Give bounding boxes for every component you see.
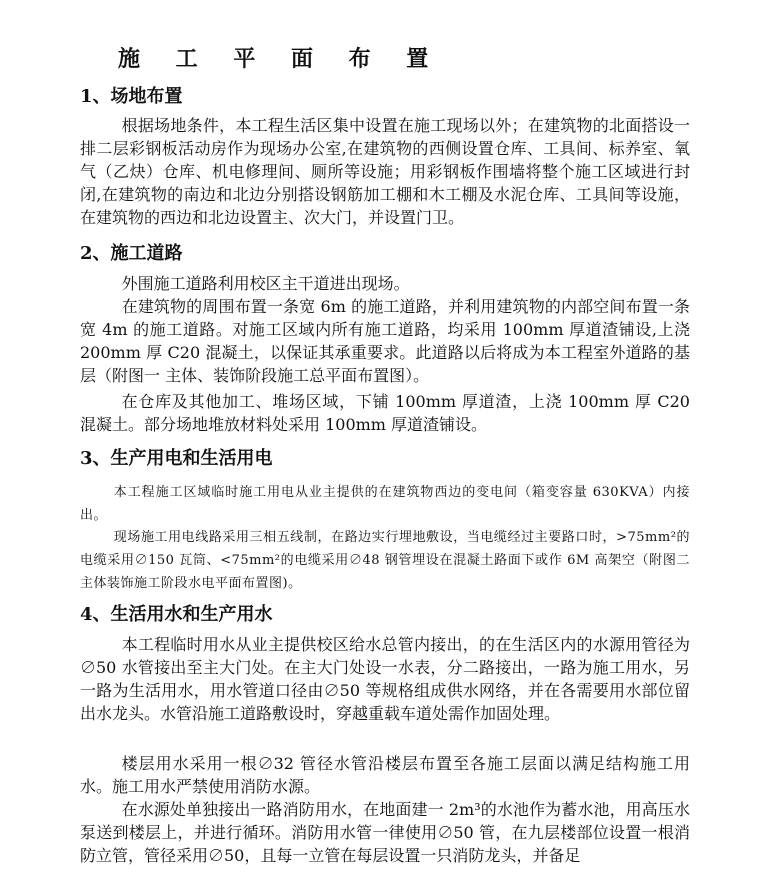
paragraph: 楼层用水采用一根∅32 管径水管沿楼层布置至各施工层面以满足结构施工用水。施工用水严禁使用消防水源。 [80, 754, 690, 796]
paragraph: 在水源处单独接出一路消防用水，在地面建一 2m³的水池作为蓄水池，用高压水泵送到楼层上，并进行循环。消防用水管一律使用∅50 管，在九层楼部位设置一根消防立管，管径采用∅50，且每一立管在每层设置一只消防龙头，并备足 [80, 800, 690, 865]
page-title: 施 工 平 面 布 置 [118, 46, 443, 72]
section-heading-site-layout: 1、场地布置 [80, 86, 183, 107]
paragraph: 本工程临时用水从业主提供校区给水总管内接出，的在生活区内的水源用管径为∅50 水管接出至主大门处。在主大门处设一水表，分二路接出，一路为施工用水，另一路为生活用水，用水管道口径由∅50 等规格组成供水网络，并在各需要用水部位留出水龙头。水管沿施工道路敷设时，穿越重载车道处需作加固处理。 [80, 635, 690, 723]
paragraph: 根据场地条件，本工程生活区集中设置在施工现场以外；在建筑物的北面搭设一排二层彩钢板活动房作为现场办公室,在建筑物的西侧设置仓库、工具间、标养室、氧气（乙炔）仓库、机电修理间、厕所等设施；用彩钢板作围墙将整个施工区域进行封闭,在建筑物的南边和北边分别搭设钢筋加工棚和木工棚及水泥仓库、工具间等设施，在建筑物的西边和北边设置主、次大门，并设置门卫。 [80, 116, 690, 227]
paragraph: 外围施工道路利用校区主干道进出现场。 [121, 274, 410, 293]
section-heading-electricity: 3、生产用电和生活用电 [80, 448, 273, 469]
paragraph: 在建筑物的周围布置一条宽 6m 的施工道路，并利用建筑物的内部空间布置一条宽 4m 的施工道路。对施工区域内所有施工道路，均采用 100mm 厚道渣铺设,上浇 200mm 厚 C20 混凝土，以保证其承重要求。此道路以后将成为本工程室外道路的基层（附图一 主体、装饰阶段施工总平面布置图）。 [80, 297, 690, 385]
section-heading-construction-roads: 2、施工道路 [80, 243, 183, 264]
paragraph: 本工程施工区域临时施工用电从业主提供的在建筑物西边的变电间（箱变容量 630KVA）内接出。 [80, 485, 690, 523]
section-heading-water-supply: 4、生活用水和生产用水 [80, 604, 273, 625]
paragraph: 现场施工用电线路采用三相五线制，在路边实行埋地敷设，当电缆经过主要路口时，>75mm²的电缆采用∅150 瓦筒、<75mm²的电缆采用∅48 钢管埋设在混凝土路面下或作 6M 高架空（附图二 主体装饰施工阶段水电平面布置图)。 [80, 530, 690, 591]
paragraph: 在仓库及其他加工、堆场区域，下铺 100mm 厚道渣，上浇 100mm 厚 C20 混凝土。部分场地堆放材料处采用 100mm 厚道渣铺设。 [80, 392, 690, 434]
